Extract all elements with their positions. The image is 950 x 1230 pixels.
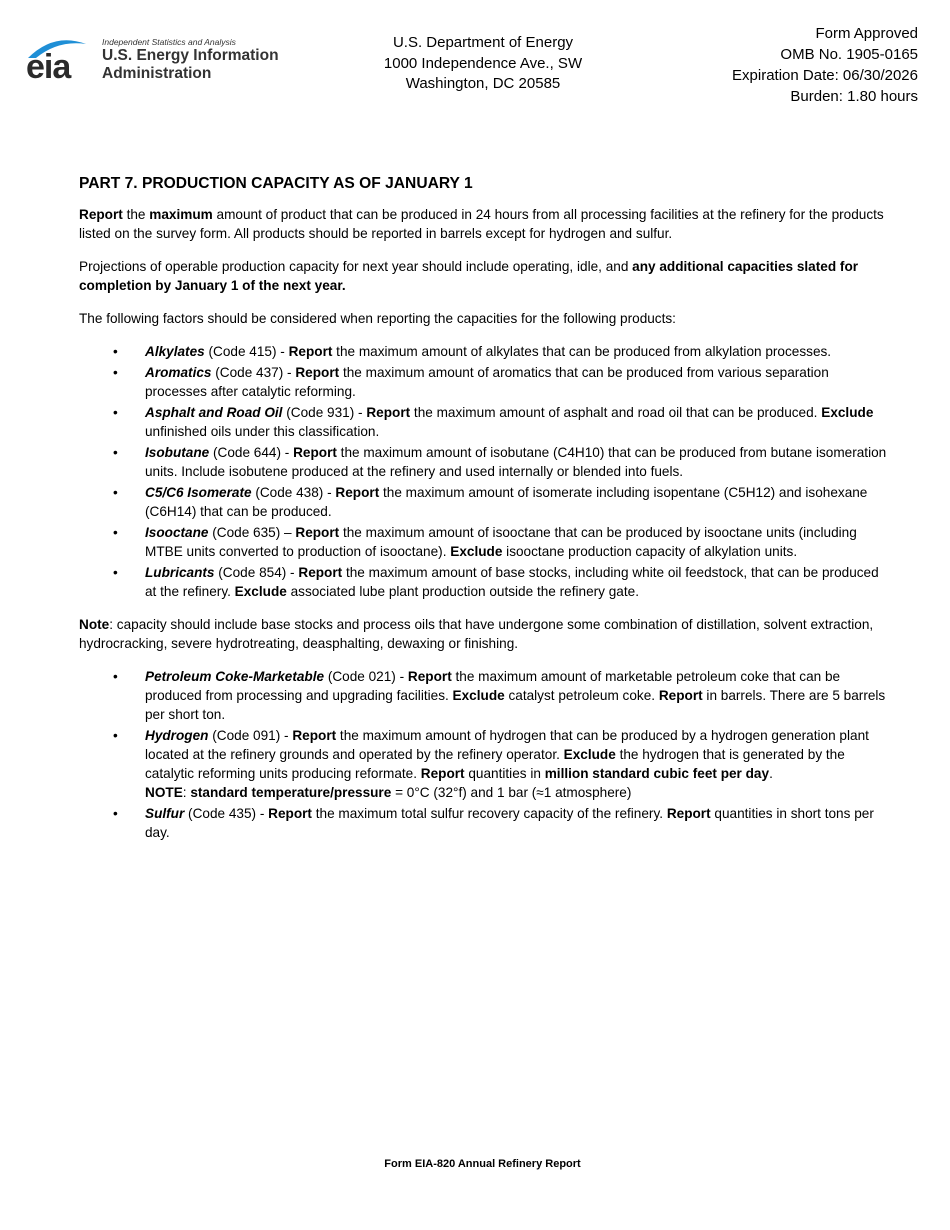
unit-bold: million standard cubic feet per day <box>544 766 770 781</box>
product-code: (Code 435) - <box>184 806 269 821</box>
exclude-bold: Exclude <box>450 544 503 559</box>
product-text: unfinished oils under this classification. <box>145 424 380 439</box>
report-bold: Report <box>292 728 337 743</box>
list-item-alkylates <box>79 342 891 361</box>
projections-bold: any additional capacities slated for completion by January 1 of the next year. <box>79 259 859 293</box>
list-item-sulfur <box>79 804 891 842</box>
product-text: the maximum amount of marketable petroleum coke that can be produced from processing and upgrading facilities. <box>145 669 841 703</box>
list-item-hydrogen <box>79 726 891 802</box>
approval-line2: OMB No. 1905-0165 <box>780 46 918 63</box>
report-bold: Report <box>298 565 343 580</box>
list-item-isomerate <box>79 483 891 521</box>
product-text: = 0°C (32°f) and 1 bar (≈1 atmosphere) <box>391 785 632 800</box>
product-text: quantities in short tons per day. <box>145 806 874 840</box>
intro-text-a: the <box>122 207 150 222</box>
product-code: (Code 635) – <box>208 525 296 540</box>
report-bold: Report <box>407 669 452 684</box>
intro-paragraph <box>79 205 891 243</box>
note-label: Note <box>79 617 110 632</box>
product-text: the maximum amount of isooctane that can be produced by isooctane units (including MTBE units converted to production of isooctane). <box>145 525 857 559</box>
product-text: the maximum amount of isomerate including isopentane (C5H12) and isohexane (C6H14) that can be produced. <box>145 485 868 519</box>
product-text: isooctane production capacity of alkylation units. <box>502 544 798 559</box>
bullet-icon: • <box>113 445 118 460</box>
projections-text: Projections of operable production capacity for next year should include operating, idle, and <box>79 259 633 274</box>
eia-logo <box>24 34 294 90</box>
exclude-bold: Exclude <box>452 688 505 703</box>
list-item-isobutane <box>79 443 891 481</box>
report-bold: Report <box>293 445 337 460</box>
product-text: associated lube plant production outside the refinery gate. <box>286 584 639 599</box>
dept-line3: Washington, DC 20585 <box>405 75 561 92</box>
part-title: PART 7. PRODUCTION CAPACITY AS OF JANUARY 1 <box>79 175 473 192</box>
intro-report-bold: Report <box>79 207 123 222</box>
bullet-icon: • <box>113 344 118 359</box>
factors-paragraph: The following factors should be considered when reporting the capacities for the following products: <box>79 311 676 326</box>
report-bold: Report <box>295 365 340 380</box>
exclude-bold: Exclude <box>821 405 874 420</box>
bullet-icon: • <box>113 485 118 500</box>
exclude-bold: Exclude <box>563 747 616 762</box>
product-text: the maximum total sulfur recovery capacity of the refinery. <box>311 806 667 821</box>
intro-maximum-bold: maximum <box>149 207 213 222</box>
product-term: Isobutane <box>145 445 210 460</box>
product-term: Alkylates <box>145 344 205 359</box>
product-term: Hydrogen <box>145 728 209 743</box>
eia-abbrev: eia <box>26 48 71 86</box>
product-code: (Code 854) - <box>214 565 299 580</box>
product-text: the maximum amount of alkylates that can be produced from alkylation processes. <box>332 344 832 359</box>
logo-name-line2: Administration <box>102 65 212 82</box>
product-text: the maximum amount of asphalt and road oil that can be produced. <box>410 405 822 420</box>
dept-line2: 1000 Independence Ave., SW <box>383 54 583 72</box>
product-code: (Code 021) - <box>324 669 408 684</box>
product-text: in barrels. There are 5 barrels per short ton. <box>145 688 886 722</box>
stp-bold: standard temperature/pressure <box>190 785 392 800</box>
product-text: : <box>182 785 191 800</box>
product-text: the maximum amount of hydrogen that can be produced by a hydrogen generation plant located at the refinery grounds and operated by the refinery operator. <box>145 728 869 762</box>
report-bold: Report <box>295 525 340 540</box>
logo-tagline: Independent Statistics and Analysis <box>102 37 236 47</box>
bullet-icon: • <box>113 806 118 821</box>
product-code: (Code 437) - <box>211 365 296 380</box>
form-approval-block <box>732 23 918 107</box>
product-code: (Code 415) - <box>204 344 289 359</box>
product-list-2 <box>79 667 891 842</box>
report-bold: Report <box>420 766 465 781</box>
approval-line1: Form Approved <box>815 25 918 42</box>
note-text: : capacity should include base stocks and process oils that have undergone some combination of distillation, solvent extraction, hydrocracking, severe hydrotreating, deasphalting, dewaxing or finishing. <box>79 617 874 651</box>
instructions-content <box>79 174 891 856</box>
approval-line3: Expiration Date: 06/30/2026 <box>732 67 918 84</box>
product-text: the maximum amount of base stocks, including white oil feedstock, that can be produced at the refinery. <box>145 565 879 599</box>
list-item-isooctane <box>79 523 891 561</box>
product-term: Petroleum Coke-Marketable <box>145 669 325 684</box>
bullet-icon: • <box>113 405 118 420</box>
product-code: (Code 091) - <box>208 728 293 743</box>
report-bold: Report <box>366 405 411 420</box>
bullet-icon: • <box>113 728 118 743</box>
product-text: catalyst petroleum coke. <box>504 688 659 703</box>
product-term: Lubricants <box>145 565 215 580</box>
report-bold: Report <box>288 344 333 359</box>
report-bold: Report <box>268 806 312 821</box>
exclude-bold: Exclude <box>234 584 287 599</box>
intro-text-b: amount of product that can be produced in 24 hours from all processing facilities at the refinery for the products listed on the survey form. All products should be reported in barrels except for hydrogen and sulfur. <box>79 207 884 241</box>
form-footer: Form EIA-820 Annual Refinery Report <box>384 1158 581 1170</box>
note-label: NOTE <box>145 785 183 800</box>
product-list <box>79 342 891 601</box>
department-address <box>360 33 606 95</box>
bullet-icon: • <box>113 669 118 684</box>
product-code: (Code 644) - <box>209 445 294 460</box>
product-term: C5/C6 Isomerate <box>145 485 252 500</box>
report-bold: Report <box>658 688 703 703</box>
product-term: Aromatics <box>145 365 212 380</box>
report-bold: Report <box>666 806 711 821</box>
list-item-petroleum-coke <box>79 667 891 724</box>
product-term: Isooctane <box>145 525 209 540</box>
product-code: (Code 931) - <box>282 405 367 420</box>
list-item-lubricants <box>79 563 891 601</box>
product-code: (Code 438) - <box>251 485 336 500</box>
product-text: the maximum amount of aromatics that can be produced from various separation processes after catalytic reforming. <box>145 365 829 399</box>
projections-paragraph <box>79 257 891 295</box>
list-item-asphalt <box>79 403 891 441</box>
product-text: . <box>769 766 773 781</box>
list-item-aromatics <box>79 363 891 401</box>
dept-line1: U.S. Department of Energy <box>392 34 574 51</box>
approval-line4: Burden: 1.80 hours <box>790 88 918 105</box>
bullet-icon: • <box>113 565 118 580</box>
logo-agency-name <box>102 47 279 83</box>
product-text: quantities in <box>464 766 545 781</box>
product-term: Asphalt and Road Oil <box>145 405 283 420</box>
product-text: the hydrogen that is generated by the catalytic reforming units producing reformate. <box>145 747 845 781</box>
product-term: Sulfur <box>145 806 185 821</box>
logo-name-line1: U.S. Energy Information <box>102 47 279 64</box>
bullet-icon: • <box>113 365 118 380</box>
product-text: the maximum amount of isobutane (C4H10) that can be produced from butane isomeration units. Include isobutene produced at the refinery and used internally or blended into fuels. <box>145 445 887 479</box>
bullet-icon: • <box>113 525 118 540</box>
report-bold: Report <box>335 485 380 500</box>
note-paragraph <box>79 615 891 653</box>
